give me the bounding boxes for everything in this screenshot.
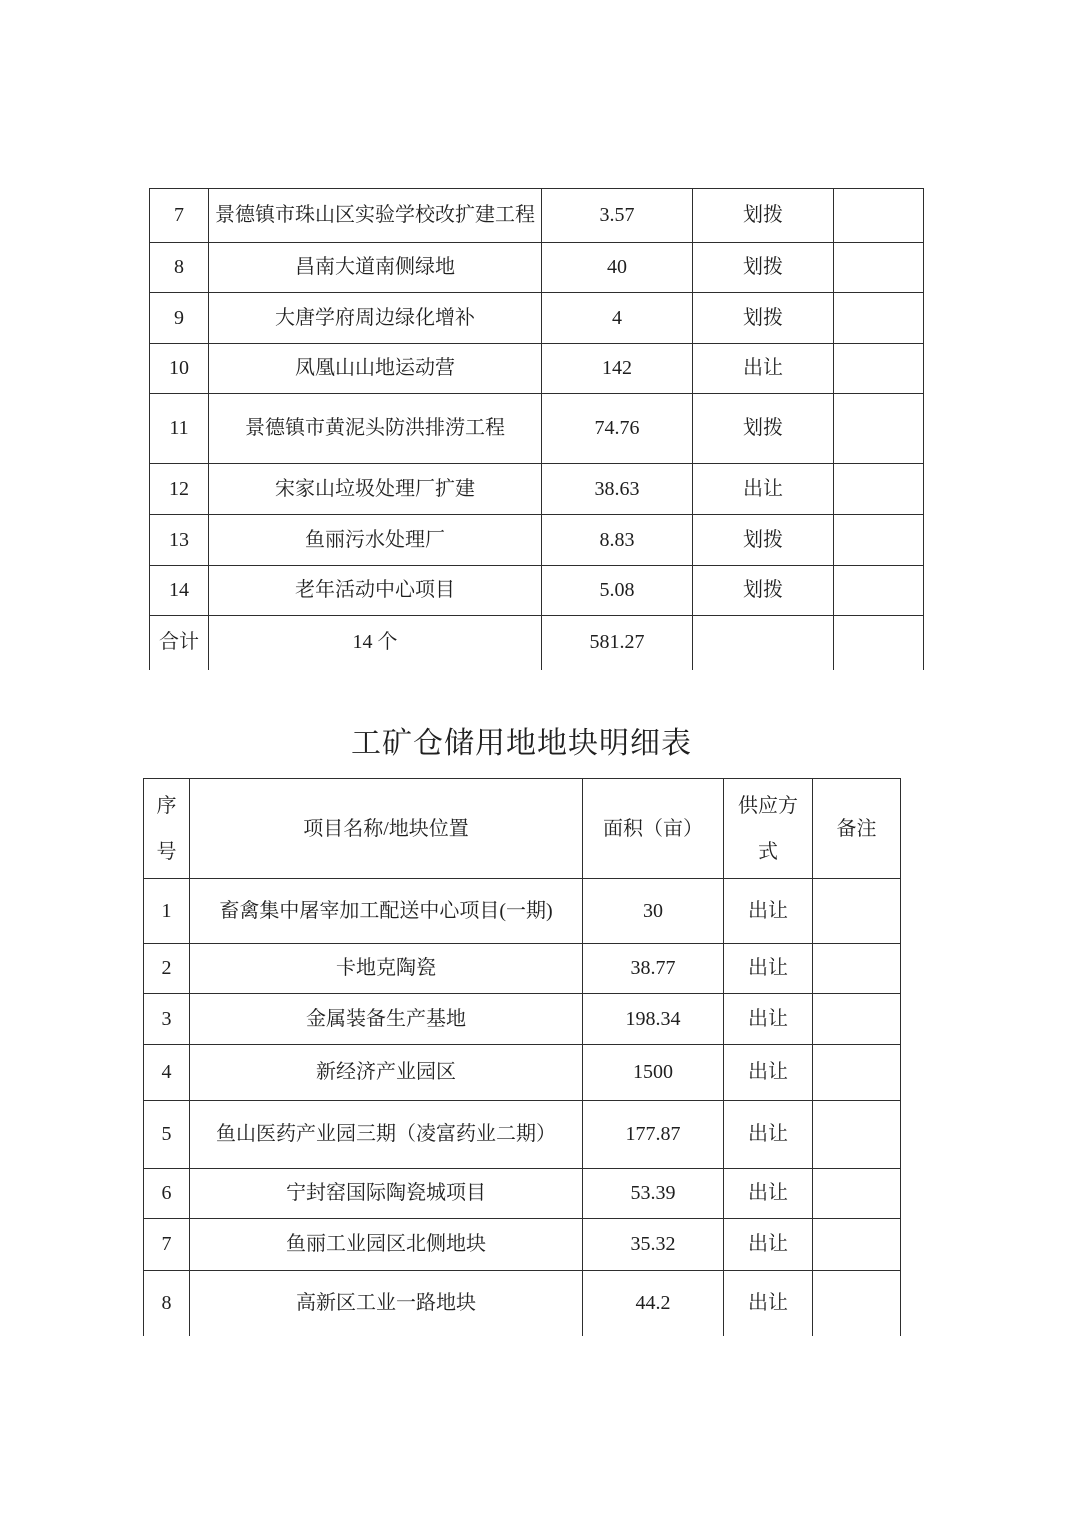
- header-remark: 备注: [813, 779, 901, 879]
- cell-supply-method: 出让: [724, 994, 813, 1045]
- cell-area: 1500: [583, 1045, 724, 1101]
- table-row: [150, 344, 924, 394]
- cell-area: 3.57: [542, 189, 693, 243]
- cell-serial: 1: [144, 879, 190, 944]
- cell-remark: [834, 344, 924, 394]
- cell-supply-method: 划拨: [693, 243, 834, 293]
- cell-supply-method: 划拨: [693, 189, 834, 243]
- table-row: [150, 515, 924, 566]
- cell-supply-method: 出让: [693, 464, 834, 515]
- cell-project-name: 大唐学府周边绿化增补: [209, 293, 542, 344]
- cell-serial: 7: [144, 1219, 190, 1271]
- detail-land-table: [143, 778, 901, 1336]
- cell-remark: [834, 394, 924, 464]
- cell-project-name: 景德镇市黄泥头防洪排涝工程: [209, 394, 542, 464]
- cell-area: 40: [542, 243, 693, 293]
- table-row: [150, 464, 924, 515]
- cell-project-name: 宁封窑国际陶瓷城项目: [190, 1169, 583, 1219]
- cell-total-count: 14 个: [209, 616, 542, 670]
- cell-serial: 13: [150, 515, 209, 566]
- cell-supply-method: [693, 616, 834, 670]
- table-row: [150, 293, 924, 344]
- cell-project-name: 新经济产业园区: [190, 1045, 583, 1101]
- cell-supply-method: 出让: [724, 1219, 813, 1271]
- cell-serial: 2: [144, 944, 190, 994]
- cell-project-name: 高新区工业一路地块: [190, 1271, 583, 1336]
- cell-remark: [813, 1169, 901, 1219]
- cell-serial: 7: [150, 189, 209, 243]
- header-project-name: 项目名称/地块位置: [190, 779, 583, 879]
- cell-remark: [834, 566, 924, 616]
- cell-supply-method: 划拨: [693, 566, 834, 616]
- cell-serial: 6: [144, 1169, 190, 1219]
- cell-area: 30: [583, 879, 724, 944]
- table-row: [150, 189, 924, 243]
- cell-area: 53.39: [583, 1169, 724, 1219]
- cell-remark: [813, 879, 901, 944]
- cell-project-name: 昌南大道南侧绿地: [209, 243, 542, 293]
- summary-land-table: [149, 188, 924, 670]
- cell-project-name: 鱼山医药产业园三期（凌富药业二期）: [190, 1101, 583, 1169]
- table-row: [144, 1169, 901, 1219]
- detail-table-title: 工矿仓储用地地块明细表: [351, 727, 692, 760]
- table-row: [144, 1271, 901, 1336]
- cell-project-name: 老年活动中心项目: [209, 566, 542, 616]
- cell-project-name: 宋家山垃圾处理厂扩建: [209, 464, 542, 515]
- cell-supply-method: 出让: [693, 344, 834, 394]
- table-row: [150, 243, 924, 293]
- cell-supply-method: 划拨: [693, 394, 834, 464]
- cell-area: 5.08: [542, 566, 693, 616]
- cell-serial: 3: [144, 994, 190, 1045]
- cell-serial: 5: [144, 1101, 190, 1169]
- cell-project-name: 凤凰山山地运动营: [209, 344, 542, 394]
- cell-supply-method: 出让: [724, 944, 813, 994]
- cell-remark: [813, 1045, 901, 1101]
- cell-total-area: 581.27: [542, 616, 693, 670]
- cell-area: 74.76: [542, 394, 693, 464]
- cell-project-name: 鱼丽工业园区北侧地块: [190, 1219, 583, 1271]
- cell-project-name: 鱼丽污水处理厂: [209, 515, 542, 566]
- cell-project-name: 金属装备生产基地: [190, 994, 583, 1045]
- cell-remark: [834, 616, 924, 670]
- cell-area: 4: [542, 293, 693, 344]
- cell-area: 177.87: [583, 1101, 724, 1169]
- cell-serial: 8: [144, 1271, 190, 1336]
- cell-serial: 8: [150, 243, 209, 293]
- table-row: [144, 994, 901, 1045]
- cell-supply-method: 出让: [724, 1101, 813, 1169]
- cell-area: 38.63: [542, 464, 693, 515]
- cell-area: 44.2: [583, 1271, 724, 1336]
- cell-area: 38.77: [583, 944, 724, 994]
- cell-remark: [834, 189, 924, 243]
- table-row-total: [150, 616, 924, 670]
- cell-serial: 4: [144, 1045, 190, 1101]
- cell-remark: [834, 243, 924, 293]
- cell-supply-method: 出让: [724, 1169, 813, 1219]
- cell-remark: [834, 515, 924, 566]
- cell-remark: [813, 1271, 901, 1336]
- cell-supply-method: 出让: [724, 1271, 813, 1336]
- header-supply-method: 供应方式: [724, 779, 813, 879]
- cell-supply-method: 划拨: [693, 293, 834, 344]
- cell-area: 142: [542, 344, 693, 394]
- cell-remark: [813, 1219, 901, 1271]
- cell-serial: 11: [150, 394, 209, 464]
- cell-project-name: 景德镇市珠山区实验学校改扩建工程: [209, 189, 542, 243]
- cell-total-label: 合计: [150, 616, 209, 670]
- table-row: [150, 394, 924, 464]
- cell-supply-method: 划拨: [693, 515, 834, 566]
- cell-serial: 12: [150, 464, 209, 515]
- cell-remark: [834, 464, 924, 515]
- table-row: [144, 1219, 901, 1271]
- cell-serial: 9: [150, 293, 209, 344]
- cell-project-name: 畜禽集中屠宰加工配送中心项目(一期): [190, 879, 583, 944]
- cell-serial: 14: [150, 566, 209, 616]
- cell-serial: 10: [150, 344, 209, 394]
- table-row: [144, 1101, 901, 1169]
- table-row: [144, 944, 901, 994]
- cell-area: 8.83: [542, 515, 693, 566]
- cell-area: 35.32: [583, 1219, 724, 1271]
- header-area: 面积（亩）: [583, 779, 724, 879]
- table-row: [144, 879, 901, 944]
- header-serial: 序号: [144, 779, 190, 879]
- cell-project-name: 卡地克陶瓷: [190, 944, 583, 994]
- table-header-row: [144, 779, 901, 879]
- table-row: [150, 566, 924, 616]
- cell-supply-method: 出让: [724, 879, 813, 944]
- cell-remark: [813, 1101, 901, 1169]
- cell-supply-method: 出让: [724, 1045, 813, 1101]
- cell-area: 198.34: [583, 994, 724, 1045]
- table-row: [144, 1045, 901, 1101]
- cell-remark: [834, 293, 924, 344]
- cell-remark: [813, 944, 901, 994]
- cell-remark: [813, 994, 901, 1045]
